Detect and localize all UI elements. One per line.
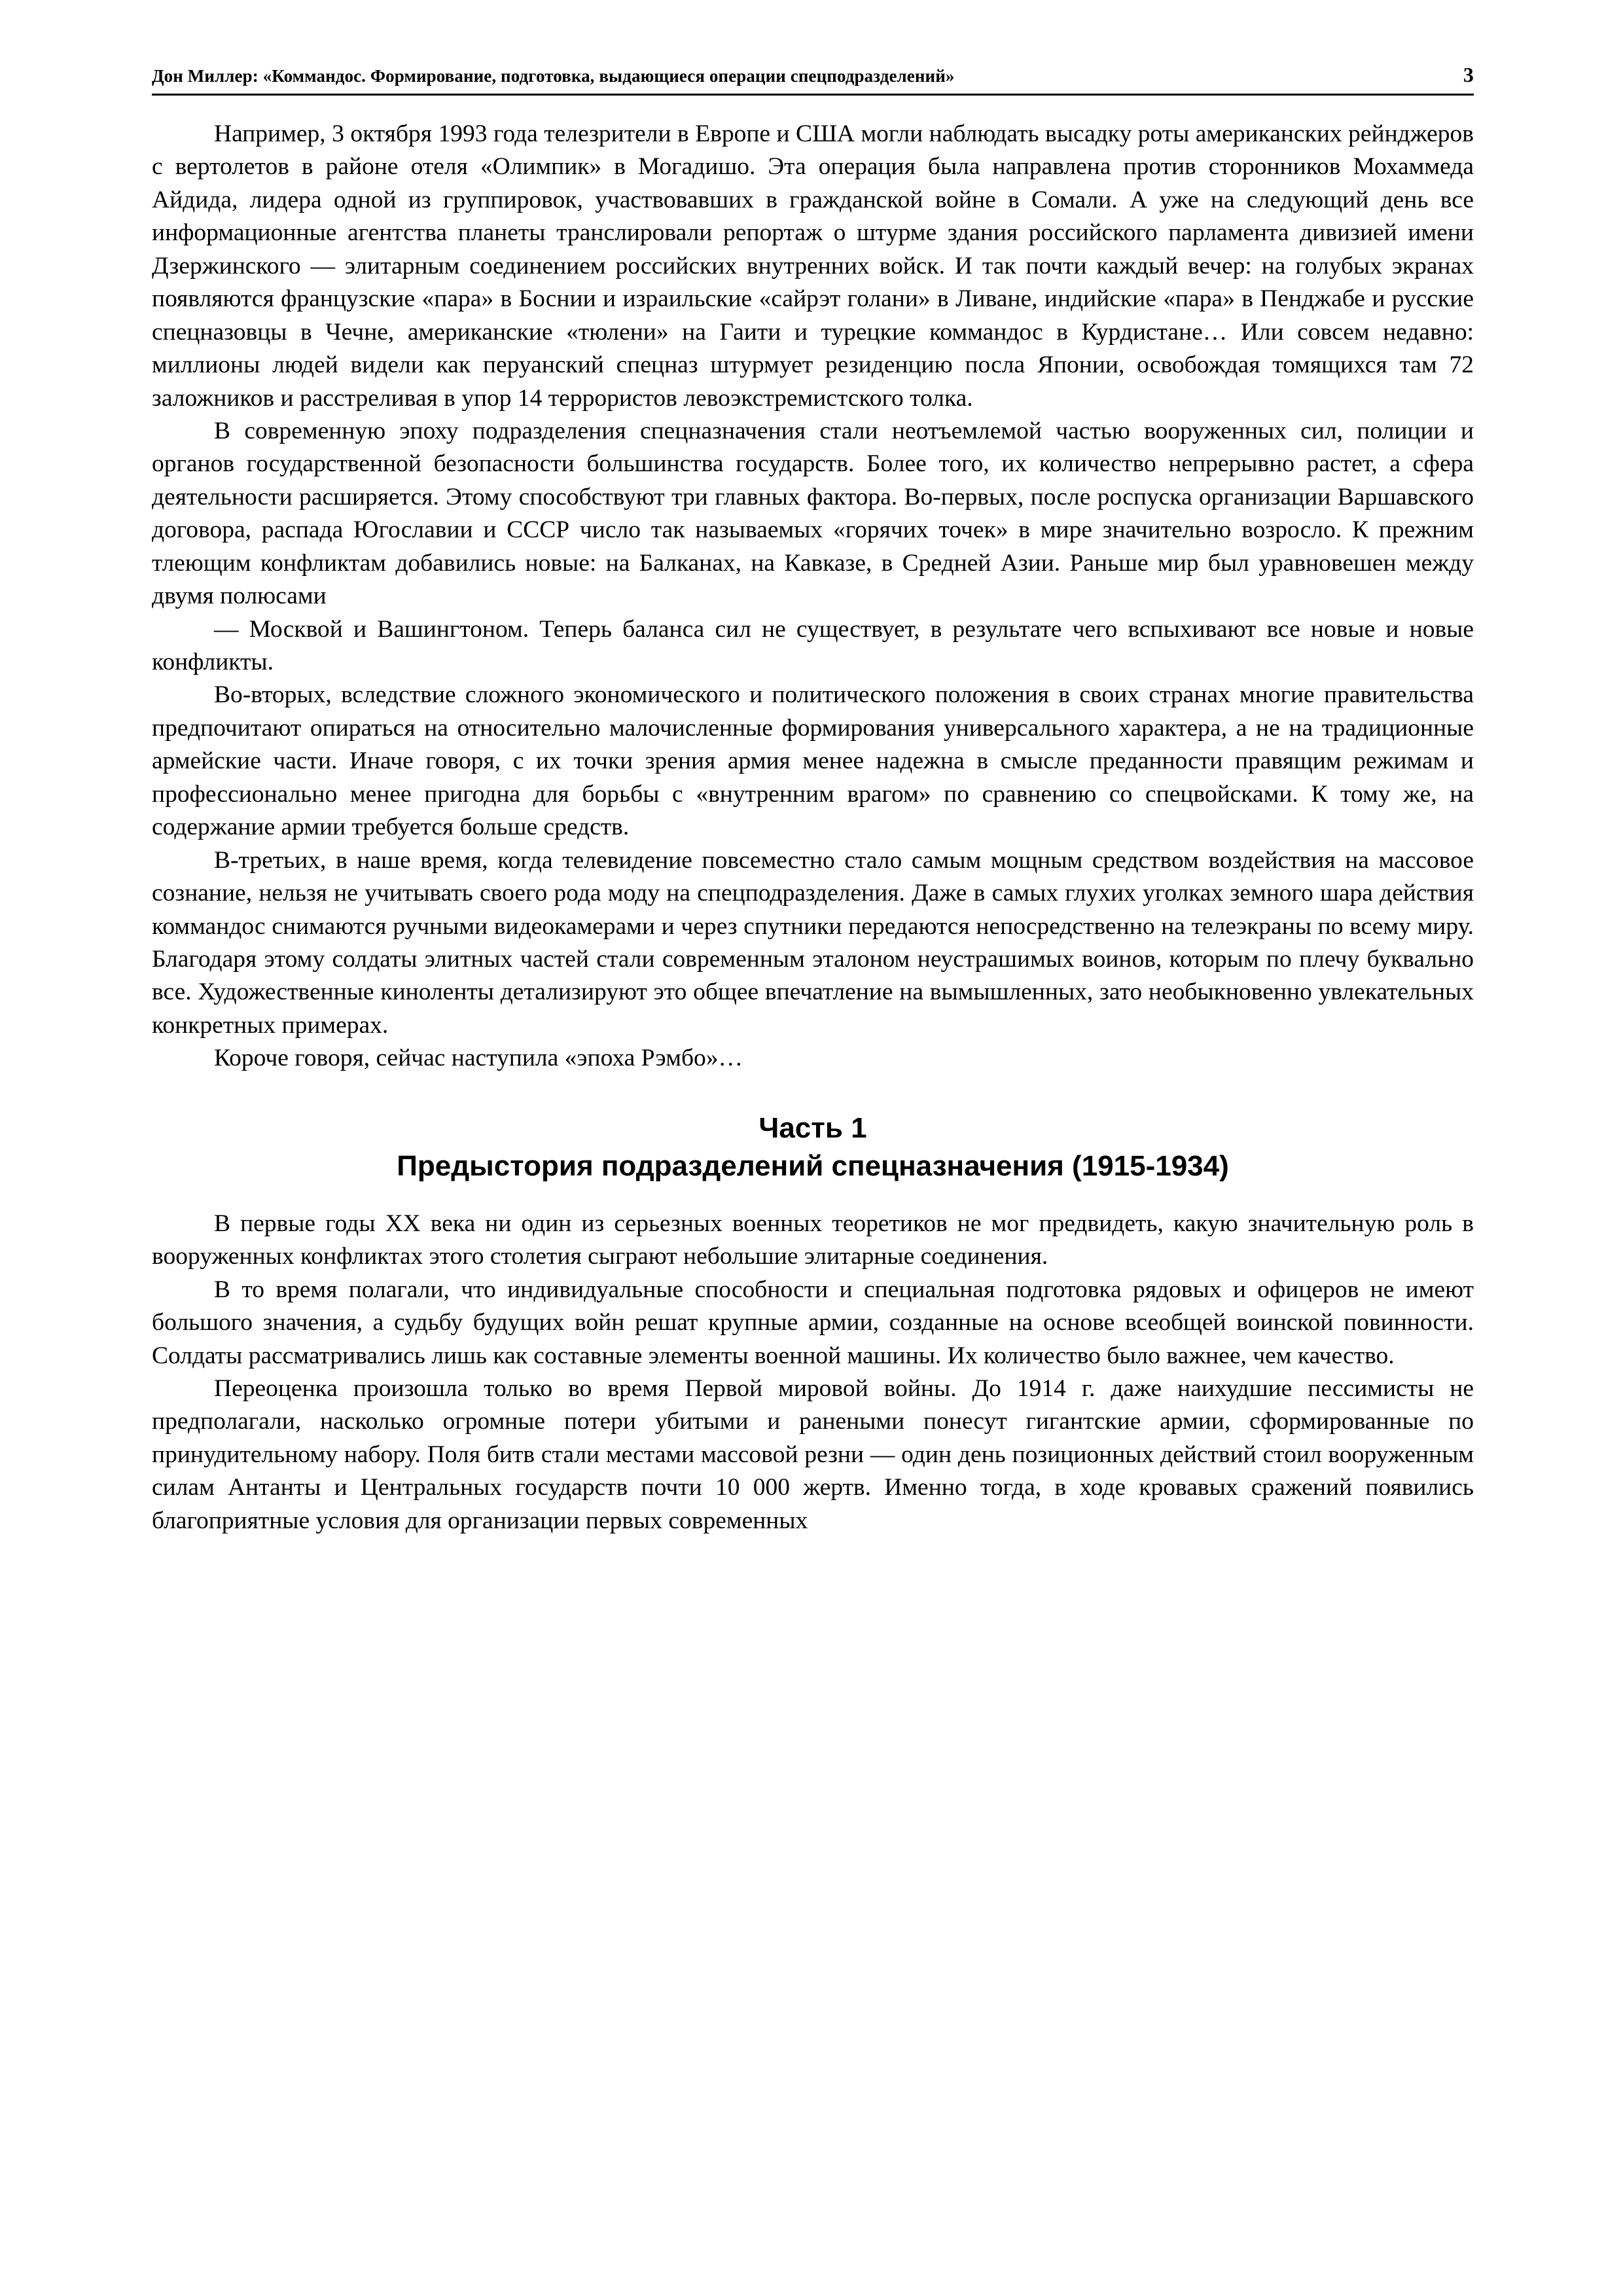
paragraph: В-третьих, в наше время, когда телевидение повсеместно стало самым мощным средством воздействия на массовое сознание, нельзя не учитывать своего рода моду на спецподразделения. Даже в самых глухих уголках земного шара действия коммандос снимаются ручными видеокамерами и через спутники передаются непосредственно на телеэкраны по всему миру. Благодаря этому солдаты элитных частей стали современным эталоном неустрашимых воинов, которым по плечу буквально все. Художественные киноленты детализируют это общее впечатление на вымышленных, зато необыкновенно увлекательных конкретных примерах. [152,846,1474,1039]
body-text [152,118,1474,1537]
paragraph: Например, 3 октября 1993 года телезрители в Европе и США могли наблюдать высадку роты американских рейнджеров с вертолетов в районе отеля «Олимпик» в Могадишо. Эта операция была направлена против сторонников Мохаммеда Айдида, лидера одной из группировок, участвовавших в гражданской войне в Сомали. А уже на следующий день все информационные агентства планеты транслировали репортаж о штурме здания российского парламента дивизией имени Дзержинского — элитарным соединением российских внутренних войск. И так почти каждый вечер: на голубых экранах появляются французские «пара» в Боснии и израильские «сайрэт голани» в Ливане, индийские «пара» в Пенджабе и русские спецназовцы в Чечне, американские «тюлени» на Гаити и турецкие коммандос в Курдистане… Или совсем недавно: миллионы людей видели как перуанский спецназ штурмует резиденцию посла Японии, освобождая томящихся там 72 заложников и расстреливая в упор 14 террористов левоэкстремистского толка. [152,120,1474,412]
part-heading-line-2: Предыстория подразделений спецназначения (1915-1934) [397,1149,1229,1182]
running-title: Дон Миллер: «Коммандос. Формирование, подготовка, выдающиеся операции спецподразделений» [152,66,955,86]
page-header [152,63,1474,96]
paragraph: Переоценка произошла только во время Первой мировой войны. До 1914 г. даже наихудшие пессимисты не предполагали, насколько огромные потери убитыми и ранеными понесут гигантские армии, сформированные по принудительному набору. Поля битв стали местами массовой резни — один день позиционных действий стоил вооруженным силам Антанты и Центральных государств почти 10 000 жертв. Именно тогда, в ходе кровавых сражений появились благоприятные условия для организации первых современных [152,1375,1474,1534]
paragraph: Во-вторых, вследствие сложного экономического и политического положения в своих странах многие правительства предпочитают опираться на относительно малочисленные формирования универсального характера, а не на традиционные армейские части. Иначе говоря, с их точки зрения армия менее надежна в смысле преданности правящим режимам и профессионально менее пригодна для борьбы с «внутренним врагом» по сравнению со спецвойсками. К тому же, на содержание армии требуется больше средств. [152,681,1474,841]
part-heading-line-1: Часть 1 [758,1111,867,1144]
page-content [152,63,1474,1537]
paragraph: В первые годы XX века ни один из серьезных военных теоретиков не мог предвидеть, какую значительную роль в вооруженных конфликтах этого столетия сыграют небольшие элитарные соединения. [152,1210,1474,1270]
part-heading [152,1109,1474,1185]
paragraph: Короче говоря, сейчас наступила «эпоха Рэмбо»… [214,1045,743,1072]
paragraph: В то время полагали, что индивидуальные способности и специальная подготовка рядовых и офицеров не имеют большого значения, а судьбу будущих войн решат крупные армии, созданные на основе всеобщей воинской повинности. Солдаты рассматривались лишь как составные элементы военной машины. Их количество было важнее, чем качество. [152,1276,1474,1369]
page-number: 3 [1463,63,1474,86]
paragraph: — Москвой и Вашингтоном. Теперь баланса сил не существует, в результате чего вспыхивают все новые и новые конфликты. [152,615,1474,675]
paragraph: В современную эпоху подразделения спецназначения стали неотъемлемой частью вооруженных сил, полиции и органов государственной безопасности большинства государств. Более того, их количество непрерывно растет, а сфера деятельности расширяется. Этому способствуют три главных фактора. Во-первых, после роспуска организации Варшавского договора, распада Югославии и СССР число так называемых «горячих точек» в мире значительно возросло. К прежним тлеющим конфликтам добавились новые: на Балканах, на Кавказе, в Средней Азии. Раньше мир был уравновешен между двумя полюсами [152,417,1474,610]
